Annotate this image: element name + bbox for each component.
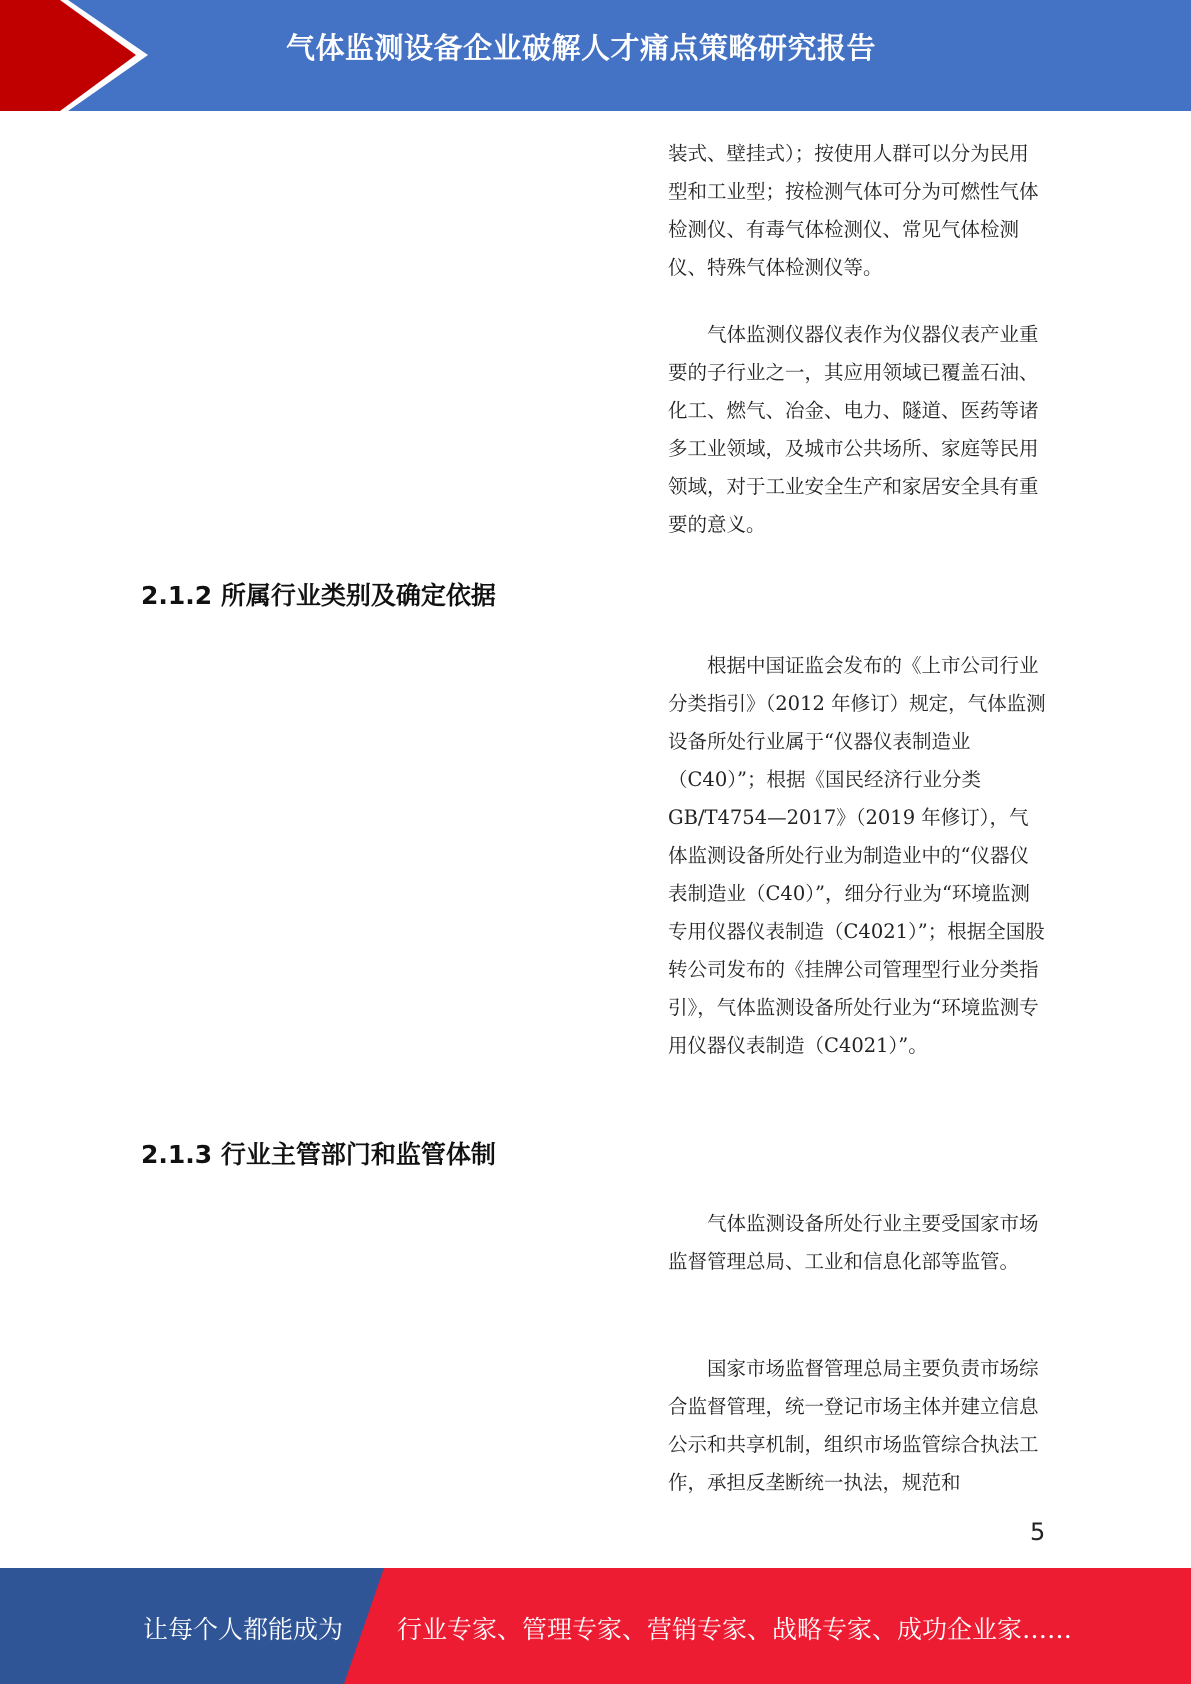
report-title: 气体监测设备企业破解人才痛点策略研究报告: [286, 31, 877, 65]
paragraph-regulators: 气体监测设备所处行业主要受国家市场监督管理总局、工业和信息化部等监管。: [668, 1212, 1039, 1273]
header-arrow-decoration: [0, 0, 160, 111]
footer-slogan-right: 行业专家、管理专家、营销专家、战略专家、成功企业家……: [397, 1615, 1073, 1644]
text-block-2: [668, 647, 1048, 1065]
paragraph-samr-duties: 国家市场监督管理总局主要负责市场综合监督管理，统一登记市场主体并建立信息公示和共享机制，组织市场监管综合执法工作，承担反垄断统一执法，规范和: [668, 1357, 1039, 1494]
paragraph-application-fields: 气体监测仪器仪表作为仪器仪表产业重要的子行业之一，其应用领域已覆盖石油、化工、燃气、冶金、电力、隧道、医药等诸多工业领域，及城市公共场所、家庭等民用领域，对于工业安全生产和家居安全具有重要的意义。: [668, 323, 1039, 536]
page-header: [0, 0, 1191, 111]
text-block-3: [668, 1205, 1048, 1281]
footer-slogan-left: 让每个人都能成为: [143, 1615, 344, 1644]
continuation-paragraph: 装式、壁挂式）；按使用人群可以分为民用型和工业型；按检测气体可分为可燃性气体检测仪、有毒气体检测仪、常见气体检测仪、特殊气体检测仪等。: [668, 142, 1039, 279]
continuation-text-block: [668, 135, 1048, 287]
text-block-1: [668, 316, 1048, 544]
text-block-4: [668, 1350, 1048, 1502]
page-footer: [0, 1568, 1191, 1684]
paragraph-industry-classification: 根据中国证监会发布的《上市公司行业分类指引》（2012 年修订）规定，气体监测设备所处行业属于“仪器仪表制造业（C40）”；根据《国民经济行业分类GB/T4754—2017》（2019 年修订），气体监测设备所处行业为制造业中的“仪器仪表制造业（C40）”，细分行业为“环境监测专用仪器仪表制造（C4021）”；根据全国股转公司发布的《挂牌公司管理型行业分类指引》，气体监测设备所处行业为“环境监测专用仪器仪表制造（C4021）”。: [668, 654, 1046, 1057]
section-heading-2-1-3: 2.1.3 行业主管部门和监管体制: [141, 1140, 496, 1169]
page-number: 5: [1030, 1518, 1046, 1546]
section-heading-2-1-2: 2.1.2 所属行业类别及确定依据: [141, 581, 496, 610]
